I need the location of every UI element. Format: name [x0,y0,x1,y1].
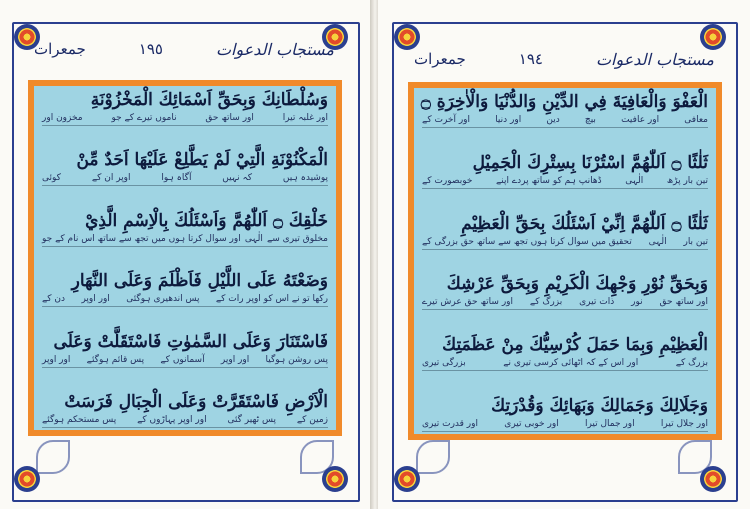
verse-block [42,88,328,126]
translation-line: تین بار پڑھ الٰہی ڈھانپ ہم کو ساتھ پردے اپنے خوبصورت کے [422,175,708,189]
verse-block [42,330,328,368]
translation-line: پوشیدہ ہیں کہ نہیں آگاہ ہوا اوپر ان کے کوئی [42,172,328,186]
flourish-ornament-icon [36,440,70,474]
translation-line: اور ساتھ حق نور ذات تیری بزرگ کے اور ساتھ حق عرش تیرے [422,296,708,310]
verse-block [422,212,708,250]
translation-line: معافی اور عافیت بیچ دین اور دنیا اور آخرت کے [422,114,708,128]
page-number: ١٩٤ [518,50,543,68]
arabic-line: الْعَفْوَ وَالْعَافِيَةَ فِي الدِّيْنِ وَالدُّنْيَا وَالْاٰخِرَةِ ۝ [420,92,708,112]
day-label: جمعرات [414,50,466,68]
verse-block [422,151,708,189]
text-panel [28,80,342,436]
flourish-ornament-icon [300,440,334,474]
translation-line: زمین کے پس ٹھیر گئی اور اوپر پہاڑوں کے پس مستحکم ہوگئے [42,414,328,428]
arabic-line: الْاَرْضِ فَاسْتَقَرَّتْ وَعَلَى الْجِبَالِ فَرَسَتْ [64,391,328,412]
verse-block [42,148,328,186]
translation-line: مخلوق تیری سے الٰہی اور سوال کرتا ہوں میں تجھ سے ساتھ اس نام کے جو [42,233,328,247]
translation-line: تین بار الٰہی تحقیق میں سوال کرتا ہوں تجھ سے ساتھ حق بزرگی کے [422,236,708,250]
day-label: جمعرات [34,40,86,58]
arabic-line: خَلْقِكَ ۝ اَللّٰهُمَّ وَاَسْئَلُكَ بِالْاِسْمِ الَّذِيْ [85,210,328,231]
text-panel [408,82,722,440]
page-number: ١٩٥ [138,40,163,58]
right-page [378,0,750,509]
arabic-line: وَبِحَقِّ نُوْرِ وَجْهِكَ الْكَرِيْمِ وَبِحَقِّ عَرْشِكَ [446,274,708,295]
verse-block [42,269,328,307]
arabic-line: وَجَلَالِكَ وَجَمَالِكَ وَبَهَائِكَ وَقُدْرَتِكَ [491,395,708,416]
arabic-line: ثَلٰثًا ۝ اَللّٰهُمَّ اسْتُرْنَا بِسِتْرِكَ الْجَمِيْلِ [472,152,708,173]
arabic-line: وَضَعْتَهُ عَلَى اللَّيْلِ فَاَظْلَمَ وَعَلَى النَّهَارِ [71,271,328,292]
book-title: مستجاب الدعوات [215,39,334,59]
verse-block [422,394,708,432]
arabic-line: الْمَكْنُوْنَةِ الَّتِيْ لَمْ يَطَّلِعْ عَلَيْهَا اَحَدٌ مِّنْ [76,150,328,171]
verse-block [422,272,708,310]
arabic-line: الْعَظِيْمِ وَبِمَا حَمَلَ كُرْسِيُّكَ مِنْ عَظَمَتِكَ [442,335,708,356]
translation-line: اور غلبہ تیرا اور ساتھ حق ناموں تیرے کے جو مخزون اور [42,112,328,126]
verse-block [422,90,708,128]
page-header [414,44,714,74]
book-title: مستجاب الدعوات [595,49,714,69]
arabic-line: ثَلٰثًا ۝ اَللّٰهُمَّ اِنِّيْ اَسْئَلُكَ بِحَقِّ الْعَظِيْمِ [461,213,708,234]
arabic-line: وَسُلْطَانِكَ وَبِحَقِّ اَسْمَائِكَ الْمَخْزُوْنَةِ [90,90,328,110]
arabic-line: فَاسْتَنَارَ وَعَلَى السَّمٰوٰتِ فَاسْتَقَلَّتْ وَعَلَى [53,331,328,352]
translation-line: رکھا تو نے اس کو اوپر رات کے پس اندھیری ہوگئی اور اوپر دن کے [42,293,328,307]
page-header [34,34,334,64]
translation-line: پس روشن ہوگیا اور اوپر آسمانوں کے پس قائم ہوگئے اور اوپر [42,354,328,368]
verse-block [422,333,708,371]
left-page [0,0,372,509]
flourish-ornament-icon [678,440,712,474]
translation-line: بزرگ کے اور اس کے کہ اٹھائی کرسی تیری نے بزرگی تیری [422,357,708,371]
verse-block [42,390,328,428]
prayer-text [414,88,716,434]
translation-line: اور جلال تیرا اور جمال تیرا اور خوبی تیری اور قدرت تیری [422,418,708,432]
prayer-text [34,86,336,430]
verse-block [42,209,328,247]
flourish-ornament-icon [416,440,450,474]
